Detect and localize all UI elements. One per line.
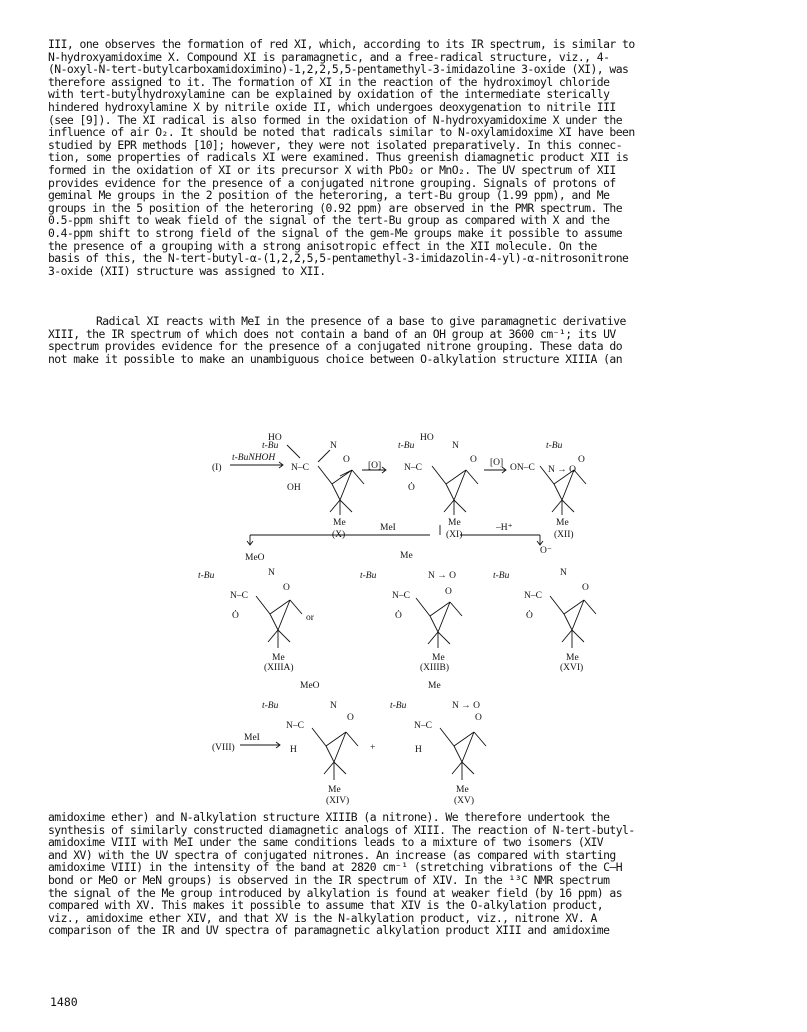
scheme-me-x: Me bbox=[333, 518, 346, 528]
scheme-me-xiiib: Me bbox=[432, 653, 445, 663]
paragraph-1: III, one observes the formation of red XI, which, according to its IR spectrum, is similar to N-hydroxyamidoxime X. Compound XI is paramagnetic, and a free-radical structure, viz., 4- (N-oxyl-N-tert-butylcarboxamidoximino)-1,2,2,5,5-pentamethyl-3-imidazoline 3-oxide (XI), was therefore assigned to it. The formation of XI in the reaction of the hydroximoyl chloride with tert-butylhydroxylamine can be explained by oxidation of the intermediate sterically hindered hydroxylamine X by nitrile oxide II, which undergoes deoxygenation to nitrile III (see [9]). The XI radical is also formed in the oxidation of N-hydroxyamidoxime X under the influence of air O₂. It should be noted that radicals similar to N-oxylamidoxime XI have been studied by EPR methods [10]; however, they were not isolated preparatively. In this connec- tion, some properties of radicals XI were examined. Thus greenish diamagnetic product XII is formed in the oxidation of XI or its precursor X with PbO₂ or MnO₂. The UV spectrum of XII provides evidence for the presence of a conjugated nitrone grouping. Signals of protons of geminal Me groups in the 2 position of the heteroring, a tert-Bu group (1.99 ppm), and Me groups in the 5 position of the heteroring (0.92 ppm) are observed in the PMR spectrum. The 0.5-ppm shift to weak field of the signal of the tert-Bu group as compared with X and the 0.4-ppm shift to strong field of the signal of the gem-Me groups make it possible to assume the presence of a grouping with a strong anisotropic effect in the XII molecule. On the basis of this, the N-tert-butyl-α-(1,2,2,5,5-pentamethyl-3-imidazolin-4-yl)-α-nitrosonitrone 3-oxide (XII) structure was assigned to XII. bbox=[48, 37, 635, 278]
scheme-group-tbu-4: t-Bu bbox=[198, 571, 215, 581]
scheme-label-viii: (VIII) bbox=[212, 743, 235, 753]
scheme-group-ho: HO bbox=[268, 433, 282, 443]
scheme-label-xv: (XV) bbox=[454, 796, 475, 806]
scheme-me-xiv: Me bbox=[328, 785, 341, 795]
scheme-reagent-mei: MeI bbox=[380, 523, 396, 533]
scheme-group-nc-2: N–C bbox=[404, 463, 422, 473]
scheme-group-tbu-2: t-Bu bbox=[398, 441, 415, 451]
scheme-group-n: N bbox=[330, 441, 337, 451]
scheme-reagent-base: –H⁺ bbox=[496, 523, 513, 533]
scheme-group-nc-4: N–C bbox=[230, 591, 248, 601]
scheme-group-ntoo: N → O bbox=[548, 465, 576, 475]
scheme-group-ominus: O⁻ bbox=[540, 546, 552, 556]
scheme-reagent-plus: + bbox=[370, 743, 376, 753]
scheme-group-nc-8: N–C bbox=[414, 721, 432, 731]
page-number: 1480 bbox=[50, 995, 78, 1009]
scheme-group-nc-6: N–C bbox=[524, 591, 542, 601]
scheme-group-ntoo-5: N → O bbox=[428, 571, 456, 581]
scheme-me-xii: Me bbox=[556, 518, 569, 528]
scheme-label-i: (I) bbox=[212, 463, 222, 473]
scheme-group-odot-4: Ȯ bbox=[232, 611, 239, 621]
scheme-label-xii: (XII) bbox=[554, 530, 574, 540]
scheme-group-n-7: N bbox=[330, 701, 337, 711]
scheme-me-xi: Me bbox=[448, 518, 461, 528]
scheme-label-xi: (XI) bbox=[446, 530, 463, 540]
scheme-group-o-6: O bbox=[582, 583, 589, 593]
scheme-me-xvi: Me bbox=[566, 653, 579, 663]
scheme-reagent-ox1: [O] bbox=[368, 461, 382, 471]
scheme-group-nc-7: N–C bbox=[286, 721, 304, 731]
scheme-group-o-8: O bbox=[475, 713, 482, 723]
scheme-group-odot-6: Ȯ bbox=[526, 611, 533, 621]
scheme-group-odot: Ȯ bbox=[408, 483, 415, 493]
scheme-label-xiiia: (XIIIA) bbox=[264, 663, 294, 673]
scheme-me-xiiia: Me bbox=[272, 653, 285, 663]
scheme-group-o: O bbox=[343, 455, 350, 465]
scheme-label-x: (X) bbox=[332, 530, 346, 540]
scheme-group-o-2: O bbox=[470, 455, 477, 465]
scheme-reagent-ox2: [O] bbox=[490, 458, 504, 468]
scheme-group-o-4: O bbox=[283, 583, 290, 593]
scheme-me-xv: Me bbox=[456, 785, 469, 795]
scheme-group-odot-5: Ȯ bbox=[395, 611, 402, 621]
scheme-reagent-mei2: MeI bbox=[244, 733, 260, 743]
scheme-group-on: ON–C bbox=[510, 463, 535, 473]
scheme-group-meo-7: MeO bbox=[300, 681, 320, 691]
paragraph-3: amidoxime ether) and N-alkylation structure XIIIB (a nitrone). We therefore undertook the synthesis of similarly constructed diamagnetic analogs of XIII. The reaction of N-tert-butyl- amidoxime VIII with MeI under the same conditions leads to a mixture of two isomers (XIV and XV) with the UV spectra of conjugated nitrones. An increase (as compared with starting amidoxime VIII) in the intensity of the band at 2820 cm⁻¹ (stretching vibrations of the C–H bond or MeO or MeN groups) is observed in the IR spectrum of XIV. In the ¹³C NMR spectrum the signal of the Me group introduced by alkylation is found at weaker field (by 16 ppm) as compared with XV. This makes it possible to assume that XIV is the O-alkylation product, viz., amidoxime ether XIV, and that XV is the N-alkylation product, viz., nitrone XV. A comparison of the IR and UV spectra of paramagnetic alkylation product XIII and amidoxime bbox=[48, 810, 635, 938]
scheme-group-oh: OH bbox=[287, 483, 301, 493]
paragraph-2: Radical XI reacts with MeI in the presence of a base to give paramagnetic derivative XIII, the IR spectrum of which does not contain a band of an OH group at 3600 cm⁻¹; its UV spectrum provides evidence for the presence of a conjugated nitrone grouping. These data do not make it possible to make an unambiguous choice between O-alkylation structure XIIIA (an bbox=[48, 314, 626, 366]
scheme-group-ho-2: HO bbox=[420, 433, 434, 443]
scheme-group-tbu-7: t-Bu bbox=[262, 701, 279, 711]
scheme-reagent-or: or bbox=[306, 613, 314, 623]
scheme-group-meo: MeO bbox=[245, 553, 265, 563]
scheme-group-tbu-6: t-Bu bbox=[493, 571, 510, 581]
scheme-group-n-6: N bbox=[560, 568, 567, 578]
scheme-label-xiiib: (XIIIB) bbox=[420, 663, 450, 673]
scheme-group-o-5: O bbox=[445, 587, 452, 597]
scheme-group-h: H bbox=[290, 745, 297, 755]
scheme-group-me-8: Me bbox=[428, 681, 441, 691]
scheme-label-xiv: (XIV) bbox=[326, 796, 350, 806]
scheme-group-o-3: O bbox=[578, 455, 585, 465]
scheme-group-tbu-8: t-Bu bbox=[390, 701, 407, 711]
scheme-group-n-2: N bbox=[452, 441, 459, 451]
scheme-group-nc-5: N–C bbox=[392, 591, 410, 601]
scheme-group-nc: N–C bbox=[291, 463, 309, 473]
scheme-label-xvi: (XVI) bbox=[560, 663, 584, 673]
scheme-group-n-4: N bbox=[268, 568, 275, 578]
scheme-group-tbu: t-Bu bbox=[262, 441, 279, 451]
scheme-group-tbu-3: t-Bu bbox=[546, 441, 563, 451]
scheme-reagent-tbunhoh: t-BuNHOH bbox=[232, 453, 276, 463]
scheme-group-h-8: H bbox=[415, 745, 422, 755]
scheme-group-ntoo-8: N → O bbox=[452, 701, 480, 711]
scheme-group-o-7: O bbox=[347, 713, 354, 723]
scheme-group-me-5: Me bbox=[400, 551, 413, 561]
scheme-group-tbu-5: t-Bu bbox=[360, 571, 377, 581]
